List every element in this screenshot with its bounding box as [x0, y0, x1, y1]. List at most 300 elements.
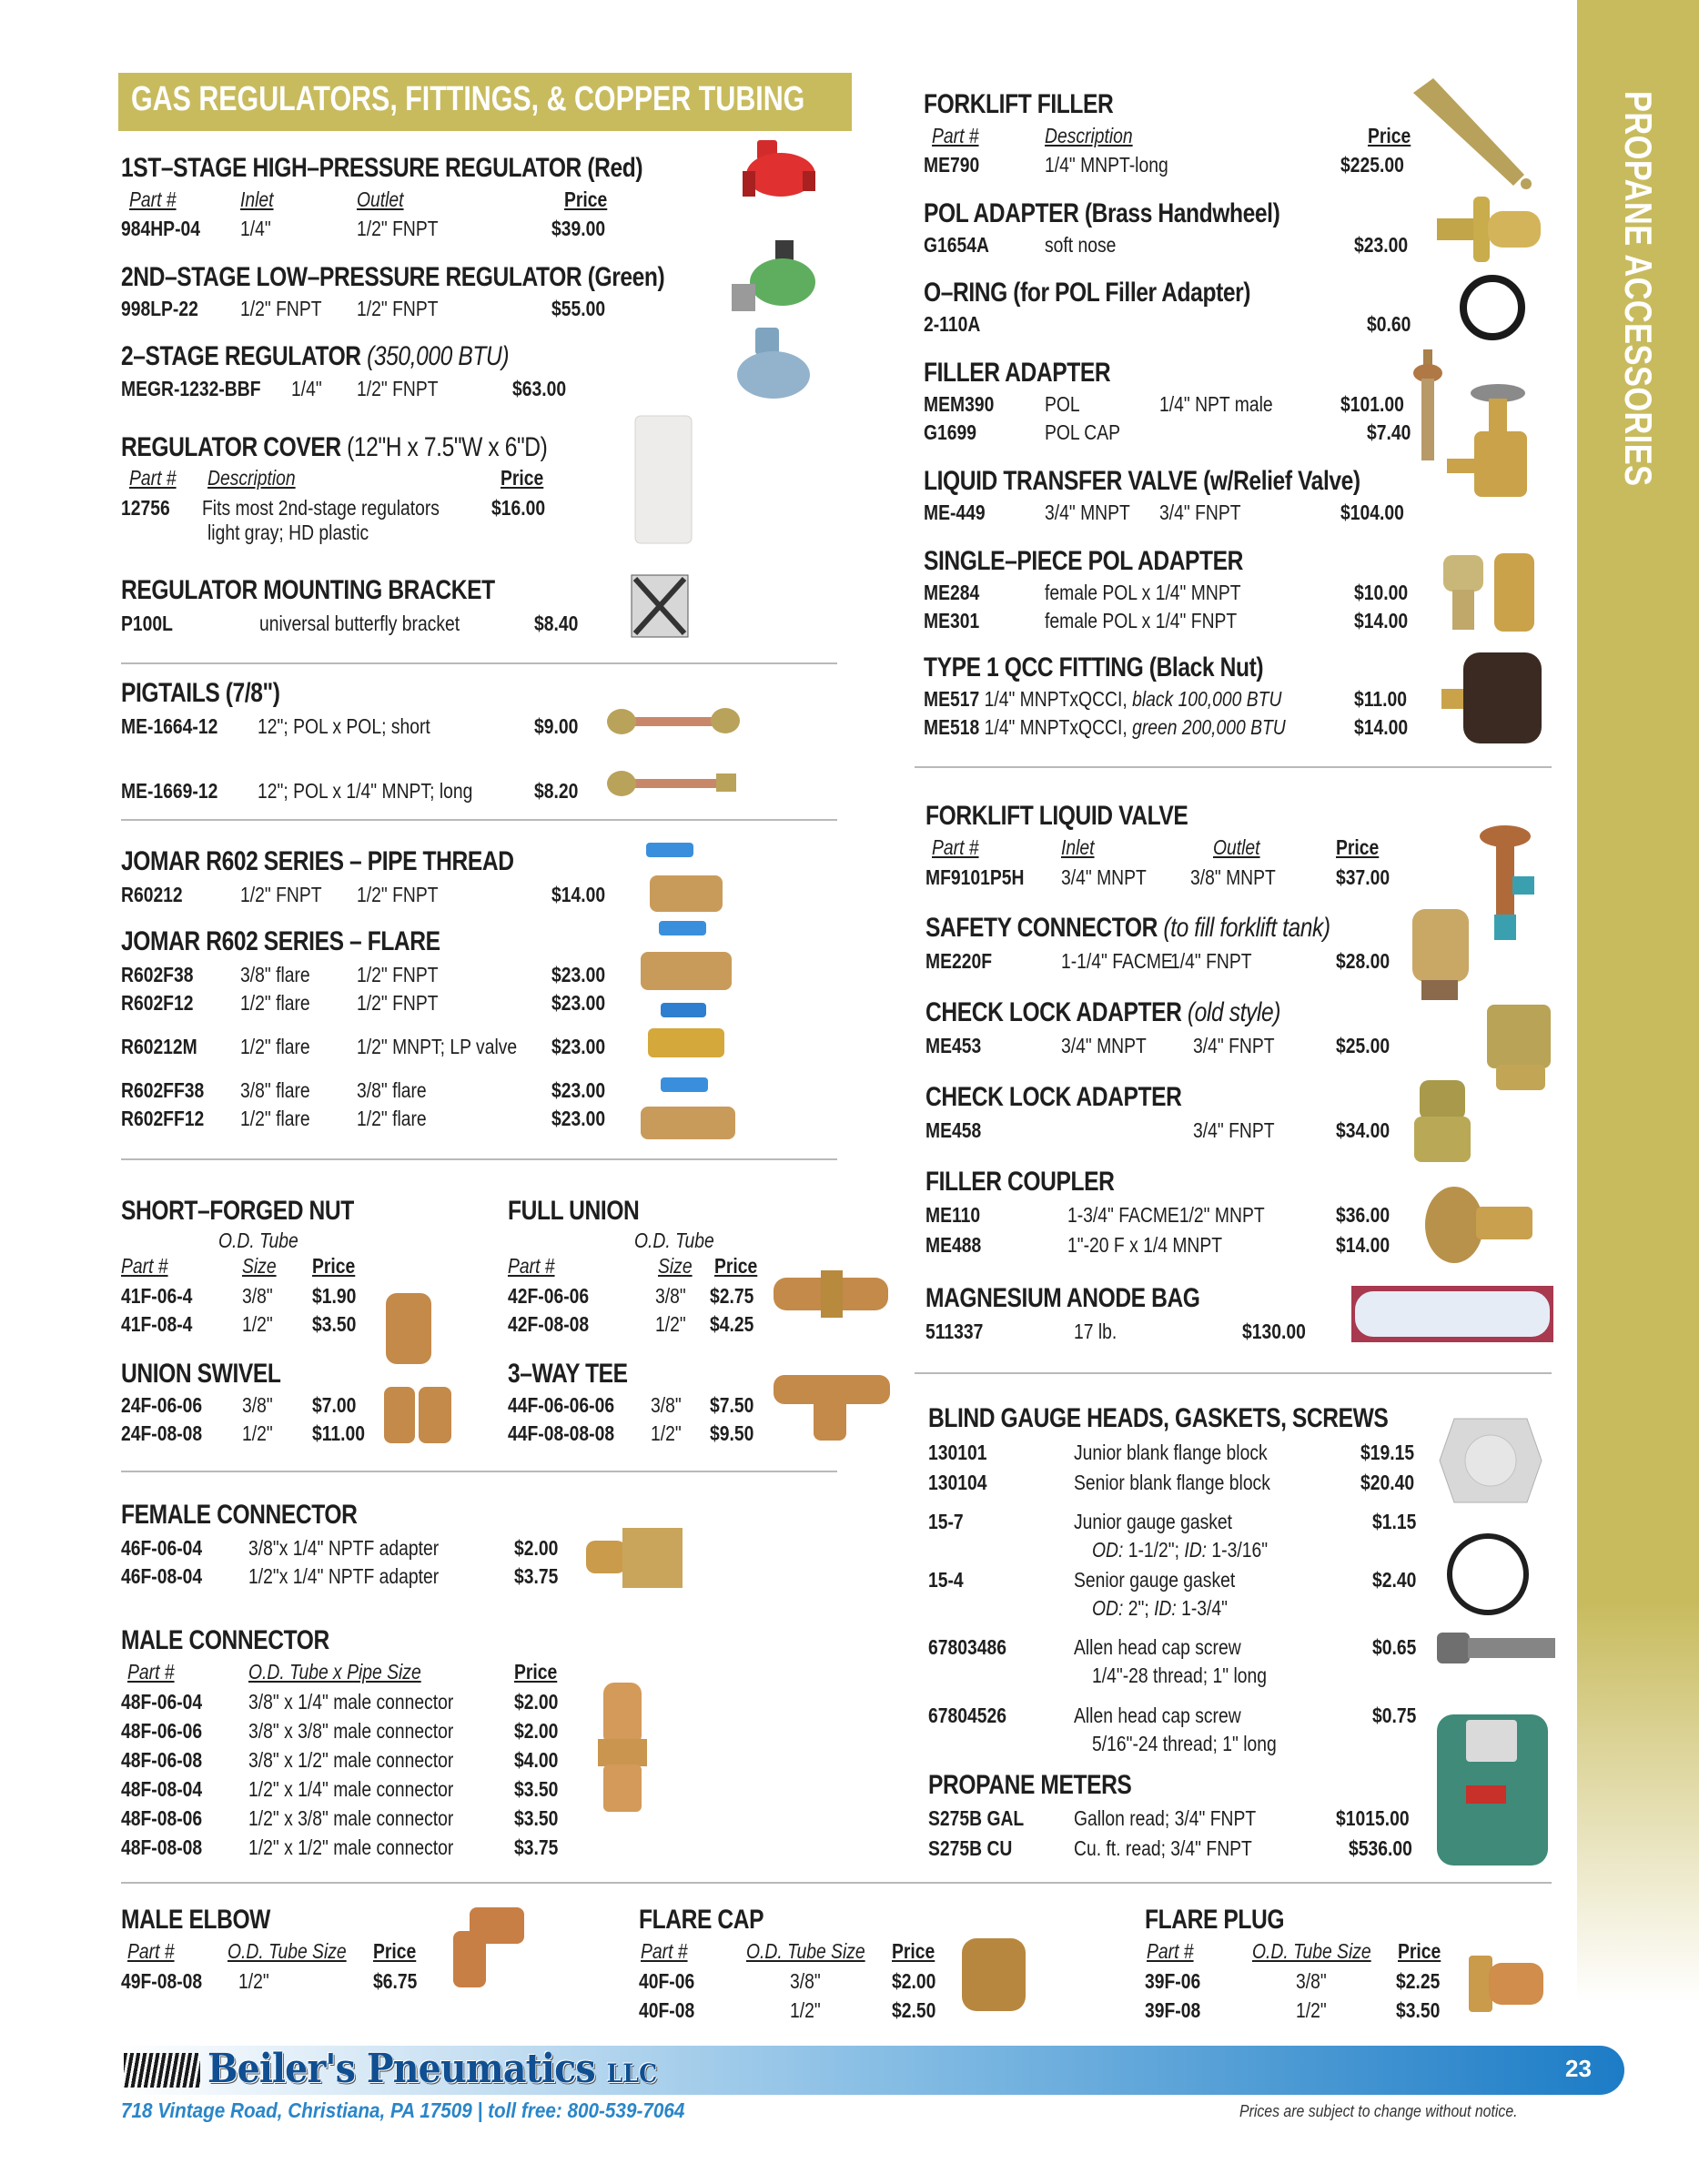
section-title: GAS REGULATORS, FITTINGS, & COPPER TUBING [131, 80, 805, 118]
divider [121, 1471, 837, 1472]
flange-block-image [1436, 1415, 1545, 1506]
col-header-price: Price [714, 1254, 758, 1278]
col-header-description: Description [1045, 124, 1133, 147]
description: 3/8" x 3/8" male connector [248, 1719, 454, 1743]
product-title: PIGTAILS (7/8") [121, 678, 280, 708]
size: 3/8" [655, 1284, 686, 1308]
col-header-inlet: Inlet [240, 187, 274, 211]
inlet: 3/4" MNPT [1061, 865, 1147, 889]
col-header-part: Part # [508, 1254, 555, 1278]
price: $37.00 [1336, 865, 1391, 889]
price: $10.00 [1354, 581, 1409, 604]
divider [121, 662, 837, 664]
forklift-liquid-valve-image [1474, 824, 1547, 960]
price: $23.00 [551, 1035, 606, 1058]
outlet: 3/4" FNPT [1159, 500, 1241, 524]
size: 3/8" [242, 1393, 273, 1417]
filler-adapter-image [1411, 346, 1547, 519]
size: 1/2" [790, 1998, 821, 2022]
forged-nut-image [382, 1288, 437, 1370]
description: soft nose [1045, 233, 1117, 257]
description: 17 lb. [1074, 1320, 1117, 1343]
inlet: 1/2" FNPT [240, 297, 322, 320]
price: $7.50 [710, 1393, 754, 1417]
price: $2.25 [1396, 1969, 1441, 1993]
side-tab [1577, 0, 1699, 2002]
price: $3.50 [514, 1777, 559, 1801]
inlet: 3/8" flare [240, 1078, 310, 1102]
price: $20.40 [1360, 1471, 1415, 1494]
col-header-part: Part # [127, 1660, 175, 1684]
product-title: 2–STAGE REGULATOR (350,000 BTU) [121, 341, 510, 371]
col-header-price: Price [564, 187, 608, 211]
price: $23.00 [551, 963, 606, 986]
propane-meter-image [1433, 1702, 1552, 1875]
spec: 1/4" NPT male [1159, 392, 1273, 416]
list-item: ME518 1/4" MNPTxQCCI, green 200,000 BTU [924, 715, 1286, 739]
product-title: MALE CONNECTOR [121, 1625, 329, 1655]
part-number: 42F-08-08 [508, 1312, 590, 1336]
product-title: MAGNESIUM ANODE BAG [925, 1283, 1200, 1313]
description: Senior blank flange block [1074, 1471, 1270, 1494]
price: $36.00 [1336, 1203, 1391, 1227]
product-title: JOMAR R602 SERIES – FLARE [121, 926, 440, 956]
col-header-price: Price [892, 1939, 935, 1963]
price: $25.00 [1336, 1034, 1391, 1057]
inlet: 1/2" flare [240, 991, 310, 1015]
inlet: 1/2" flare [240, 1107, 310, 1130]
safety-connector-image [1409, 905, 1472, 1006]
full-union-image [772, 1267, 894, 1321]
anode-bag-image [1351, 1286, 1553, 1342]
part-number: 41F-06-4 [121, 1284, 193, 1308]
col-header-size: Size [242, 1254, 277, 1278]
size: 3/8" [651, 1393, 682, 1417]
part-number: ME-1669-12 [121, 779, 218, 803]
flare-plug-image [1467, 1952, 1549, 2016]
part-number: R60212M [121, 1035, 197, 1058]
male-elbow-image [437, 1904, 528, 1995]
description-note: light gray; HD plastic [207, 521, 369, 544]
price: $536.00 [1349, 1836, 1412, 1860]
part-number: 46F-08-04 [121, 1564, 203, 1588]
price: $130.00 [1242, 1320, 1306, 1343]
product-title: 2ND–STAGE LOW–PRESSURE REGULATOR (Green) [121, 262, 665, 292]
price: $14.00 [1354, 715, 1409, 739]
price: $3.75 [514, 1564, 559, 1588]
flare-cap-image [958, 1933, 1031, 2017]
outlet: 1/2" FNPT [357, 377, 439, 400]
inlet: 1-1/4" FACME [1061, 949, 1173, 973]
col-header-part: Part # [129, 466, 177, 490]
part-number: MF9101P5H [925, 865, 1025, 889]
product-title: PROPANE METERS [928, 1770, 1132, 1800]
part-number: ME488 [925, 1233, 982, 1257]
inlet: 1/4" [240, 217, 271, 240]
product-title: MALE ELBOW [121, 1905, 270, 1935]
part-number: 40F-06 [639, 1969, 695, 1993]
union-swivel-image [382, 1383, 455, 1447]
product-title: 3–WAY TEE [508, 1359, 628, 1389]
description: POL [1045, 392, 1080, 416]
description: 1-3/4" FACME1/2" MNPT [1067, 1203, 1265, 1227]
price: $16.00 [491, 496, 546, 520]
cap-screw-image [1435, 1631, 1558, 1665]
inlet: 1/4" [291, 377, 322, 400]
product-title: JOMAR R602 SERIES – PIPE THREAD [121, 846, 514, 876]
col-header-size: O.D. Tube Size [746, 1939, 865, 1963]
male-connector-image [596, 1679, 651, 1815]
outlet: 3/8" MNPT [1190, 865, 1276, 889]
product-title: REGULATOR MOUNTING BRACKET [121, 575, 495, 605]
part-number: G1654A [924, 233, 989, 257]
outlet: 1/2" FNPT [357, 991, 439, 1015]
col-header-size: O.D. Tube x Pipe Size [248, 1660, 421, 1684]
price: $2.00 [514, 1690, 559, 1714]
part-number: 48F-06-04 [121, 1690, 203, 1714]
screw-spec: 1/4"-28 thread; 1" long [1092, 1663, 1268, 1687]
product-title: FILLER ADAPTER [924, 358, 1111, 388]
description: 1/4" MNPT-long [1045, 153, 1168, 177]
col-header-part: Part # [121, 1254, 168, 1278]
part-number: 130104 [928, 1471, 987, 1494]
blue-regulator-image [728, 324, 815, 406]
price: $1.90 [312, 1284, 357, 1308]
size: 3/8" [790, 1969, 821, 1993]
price: $63.00 [512, 377, 567, 400]
part-number: 67804526 [928, 1704, 1006, 1727]
col-header-part: Part # [127, 1939, 175, 1963]
part-number: 511337 [925, 1320, 984, 1343]
o-ring-image [1456, 271, 1529, 344]
filler-coupler-image [1421, 1183, 1538, 1267]
pol-adapter-image [1433, 193, 1547, 266]
description: Senior gauge gasket [1074, 1568, 1236, 1592]
inlet: 3/4" MNPT [1061, 1034, 1147, 1057]
col-header-part: Part # [129, 187, 177, 211]
part-number: 41F-08-4 [121, 1312, 193, 1336]
pigtail-long-image [605, 764, 742, 801]
price: $2.75 [710, 1284, 754, 1308]
product-title: FEMALE CONNECTOR [121, 1500, 358, 1530]
price: $3.50 [1396, 1998, 1441, 2022]
divider [121, 1882, 1552, 1884]
page-number: 23 [1565, 2055, 1592, 2082]
col-header-part: Part # [1147, 1939, 1194, 1963]
outlet: 3/8" flare [357, 1078, 427, 1102]
price: $14.00 [551, 883, 606, 906]
col-header-size: O.D. Tube Size [1252, 1939, 1371, 1963]
part-number: 130101 [928, 1441, 987, 1464]
col-header-part: Part # [641, 1939, 688, 1963]
part-number: ME220F [925, 949, 993, 973]
list-item: ME517 1/4" MNPTxQCCI, black 100,000 BTU [924, 687, 1282, 711]
col-header-price: Price [514, 1660, 558, 1684]
part-number: 44F-06-06-06 [508, 1393, 615, 1417]
price: $2.00 [514, 1719, 559, 1743]
product-title: TYPE 1 QCC FITTING (Black Nut) [924, 652, 1264, 682]
description: 12"; POL x 1/4" MNPT; long [258, 779, 473, 803]
col-header-part: Part # [932, 835, 979, 859]
logo-stripes-icon [124, 2053, 200, 2088]
price: $14.00 [1354, 609, 1409, 632]
part-number: R602FF38 [121, 1078, 205, 1102]
price: $23.00 [551, 1078, 606, 1102]
col-header-outlet: Outlet [357, 187, 404, 211]
part-number: 48F-08-04 [121, 1777, 203, 1801]
description: 3/8" x 1/2" male connector [248, 1748, 454, 1772]
price: $34.00 [1336, 1118, 1391, 1142]
price: $0.65 [1372, 1635, 1417, 1659]
divider [121, 1158, 837, 1160]
price: $101.00 [1340, 392, 1404, 416]
product-title: REGULATOR COVER (12"H x 7.5"W x 6"D) [121, 432, 548, 462]
product-title: UNION SWIVEL [121, 1359, 281, 1389]
part-number: G1699 [924, 420, 977, 444]
section-banner [118, 73, 852, 131]
part-number: ME110 [925, 1203, 981, 1227]
description: female POL x 1/4" MNPT [1045, 581, 1241, 604]
part-number: ME458 [925, 1118, 982, 1142]
description: Gallon read; 3/4" FNPT [1074, 1806, 1257, 1830]
part-number: 49F-08-08 [121, 1969, 203, 1993]
col-header-size: Size [658, 1254, 693, 1278]
size: 1/2" [242, 1312, 273, 1336]
three-way-tee-image [772, 1370, 894, 1444]
price: $8.20 [534, 779, 579, 803]
price-disclaimer: Prices are subject to change without notice. [1239, 2102, 1518, 2120]
price: $1015.00 [1336, 1806, 1410, 1830]
part-number: ME790 [924, 153, 980, 177]
col-header-price: Price [373, 1939, 417, 1963]
product-title: SAFETY CONNECTOR (to fill forklift tank) [925, 913, 1330, 943]
company-address: 718 Vintage Road, Christiana, PA 17509 | toll free: 800-539-7064 [121, 2098, 685, 2122]
red-regulator-image [739, 136, 817, 209]
part-number: ME301 [924, 609, 980, 632]
part-number: 15-7 [928, 1510, 964, 1533]
inlet: 3/8" flare [240, 963, 310, 986]
part-number: 42F-06-06 [508, 1284, 590, 1308]
part-number: 39F-06 [1145, 1969, 1201, 1993]
inlet: 1/2" FNPT [240, 883, 322, 906]
divider [915, 766, 1552, 768]
part-number: MEGR-1232-BBF [121, 377, 261, 400]
price: $19.15 [1360, 1441, 1415, 1464]
price: $9.00 [534, 714, 579, 738]
col-header-price: Price [1336, 835, 1380, 859]
description: Allen head cap screw [1074, 1704, 1241, 1727]
outlet: 1/2" FNPT [357, 883, 439, 906]
description: 12"; POL x POL; short [258, 714, 430, 738]
price: $23.00 [551, 1107, 606, 1130]
size: 1/2" [238, 1969, 269, 1993]
price: $39.00 [551, 217, 606, 240]
col-header-size: O.D. Tube Size [228, 1939, 347, 1963]
description: Junior blank flange block [1074, 1441, 1268, 1464]
price: $11.00 [312, 1421, 366, 1445]
product-title: FORKLIFT LIQUID VALVE [925, 801, 1188, 831]
product-title: FLARE CAP [639, 1905, 764, 1935]
description: 1/2" x 1/2" male connector [248, 1835, 454, 1859]
price: $225.00 [1340, 153, 1404, 177]
outlet: 1/4" FNPT [1170, 949, 1252, 973]
check-lock-old-image [1483, 1001, 1556, 1097]
price: $2.50 [892, 1998, 936, 2022]
outlet: 1/2" flare [357, 1107, 427, 1130]
company-logo: Beiler's Pneumatics LLC [207, 2046, 658, 2092]
col-header-inlet: Inlet [1061, 835, 1095, 859]
product-title: FULL UNION [508, 1196, 640, 1226]
description: 1/2"x 1/4" NPTF adapter [248, 1564, 440, 1588]
side-tab-label: PROPANE ACCESSORIES [1617, 91, 1660, 487]
part-number: 39F-08 [1145, 1998, 1201, 2022]
product-title: LIQUID TRANSFER VALVE (w/Relief Valve) [924, 466, 1360, 496]
part-number: ME453 [925, 1034, 982, 1057]
description: Junior gauge gasket [1074, 1510, 1233, 1533]
outlet: 1/2" MNPT; LP valve [357, 1035, 518, 1058]
pigtail-short-image [605, 703, 742, 739]
outlet: 3/4" FNPT [1193, 1034, 1275, 1057]
part-number: 984HP-04 [121, 217, 201, 240]
part-number: 24F-08-08 [121, 1421, 203, 1445]
inlet: 3/4" MNPT [1045, 500, 1130, 524]
col-header-price: Price [312, 1254, 356, 1278]
price: $55.00 [551, 297, 606, 320]
price: $4.25 [710, 1312, 754, 1336]
screw-spec: 5/16"-24 thread; 1" long [1092, 1732, 1277, 1755]
part-number: 48F-06-06 [121, 1719, 203, 1743]
product-title: 1ST–STAGE HIGH–PRESSURE REGULATOR (Red) [121, 153, 643, 183]
price: $23.00 [551, 991, 606, 1015]
part-number: R602F12 [121, 991, 194, 1015]
price: $6.75 [373, 1969, 418, 1993]
size: 1/2" [655, 1312, 686, 1336]
price: $11.00 [1354, 687, 1408, 711]
ball-valve-images [637, 839, 746, 1148]
price: $8.40 [534, 612, 579, 635]
outlet: 1/2" FNPT [357, 297, 439, 320]
product-title: FILLER COUPLER [925, 1167, 1115, 1197]
part-number: MEM390 [924, 392, 995, 416]
female-connector-image [582, 1524, 687, 1592]
part-number: 40F-08 [639, 1998, 695, 2022]
product-title: BLIND GAUGE HEADS, GASKETS, SCREWS [928, 1403, 1389, 1433]
product-title: CHECK LOCK ADAPTER (old style) [925, 997, 1281, 1027]
description: 3/8" x 1/4" male connector [248, 1690, 454, 1714]
part-number: ME-449 [924, 500, 986, 524]
product-title: SINGLE–PIECE POL ADAPTER [924, 546, 1244, 576]
price: $7.40 [1367, 420, 1411, 444]
part-number: 46F-06-04 [121, 1536, 203, 1560]
col-header-description: Description [207, 466, 296, 490]
od-tube-label: O.D. Tube [634, 1228, 714, 1252]
part-number: 15-4 [928, 1568, 964, 1592]
size: 1/2" [242, 1421, 273, 1445]
size: 3/8" [1296, 1969, 1327, 1993]
part-number: 44F-08-08-08 [508, 1421, 615, 1445]
gasket-dimensions: OD: 1-1/2"; ID: 1-3/16" [1092, 1538, 1269, 1562]
check-lock-image [1411, 1077, 1474, 1168]
description: POL CAP [1045, 420, 1121, 444]
price: $23.00 [1354, 233, 1409, 257]
price: $0.60 [1367, 312, 1411, 336]
price: $3.50 [514, 1806, 559, 1830]
price: $3.75 [514, 1835, 559, 1859]
part-number: 2-110A [924, 312, 981, 336]
product-title: POL ADAPTER (Brass Handwheel) [924, 198, 1280, 228]
green-regulator-image [728, 238, 819, 320]
col-header-price: Price [1398, 1939, 1441, 1963]
product-title: FORKLIFT FILLER [924, 89, 1114, 119]
part-number: 12756 [121, 496, 170, 520]
part-number: R602FF12 [121, 1107, 205, 1130]
description: Allen head cap screw [1074, 1635, 1241, 1659]
size: 3/8" [242, 1284, 273, 1308]
mounting-bracket-image [628, 571, 692, 641]
price: $104.00 [1340, 500, 1404, 524]
part-number: 48F-06-08 [121, 1748, 203, 1772]
price: $2.00 [514, 1536, 559, 1560]
od-tube-label: O.D. Tube [218, 1228, 298, 1252]
product-title: FLARE PLUG [1145, 1905, 1285, 1935]
part-number: S275B CU [928, 1836, 1013, 1860]
price: $1.15 [1372, 1510, 1417, 1533]
single-piece-pol-image [1440, 550, 1540, 637]
qcc-fitting-image [1438, 642, 1547, 751]
forklift-filler-image [1406, 75, 1542, 193]
part-number: 48F-08-06 [121, 1806, 203, 1830]
product-title: O–RING (for POL Filler Adapter) [924, 278, 1251, 308]
price: $7.00 [312, 1393, 357, 1417]
description: 1/2" x 3/8" male connector [248, 1806, 454, 1830]
description: 1"-20 F x 1/4 MNPT [1067, 1233, 1223, 1257]
col-header-price: Price [501, 466, 544, 490]
part-number: 24F-06-06 [121, 1393, 203, 1417]
price: $4.00 [514, 1748, 559, 1772]
part-number: 67803486 [928, 1635, 1006, 1659]
description: universal butterfly bracket [259, 612, 460, 635]
price: $28.00 [1336, 949, 1391, 973]
divider [915, 1372, 1552, 1374]
description: female POL x 1/4" FNPT [1045, 609, 1238, 632]
price: $14.00 [1336, 1233, 1391, 1257]
gasket-dimensions: OD: 2"; ID: 1-3/4" [1092, 1596, 1229, 1620]
gauge-gasket-image [1442, 1529, 1533, 1620]
price: $9.50 [710, 1421, 754, 1445]
description: Cu. ft. read; 3/4" FNPT [1074, 1836, 1252, 1860]
description: 3/8"x 1/4" NPTF adapter [248, 1536, 440, 1560]
col-header-price: Price [1368, 124, 1411, 147]
col-header-outlet: Outlet [1213, 835, 1260, 859]
part-number: ME284 [924, 581, 980, 604]
inlet: 1/2" flare [240, 1035, 310, 1058]
size: 1/2" [1296, 1998, 1327, 2022]
regulator-cover-image [628, 414, 701, 551]
description: Fits most 2nd-stage regulators [202, 496, 440, 520]
price: $2.00 [892, 1969, 936, 1993]
price: $0.75 [1372, 1704, 1417, 1727]
description: 1/2" x 1/4" male connector [248, 1777, 454, 1801]
part-number: S275B GAL [928, 1806, 1025, 1830]
part-number: R60212 [121, 883, 183, 906]
outlet: 3/4" FNPT [1193, 1118, 1275, 1142]
part-number: P100L [121, 612, 173, 635]
part-number: ME-1664-12 [121, 714, 218, 738]
outlet: 1/2" FNPT [357, 963, 439, 986]
divider [121, 819, 837, 821]
outlet: 1/2" FNPT [357, 217, 439, 240]
col-header-part: Part # [932, 124, 979, 147]
